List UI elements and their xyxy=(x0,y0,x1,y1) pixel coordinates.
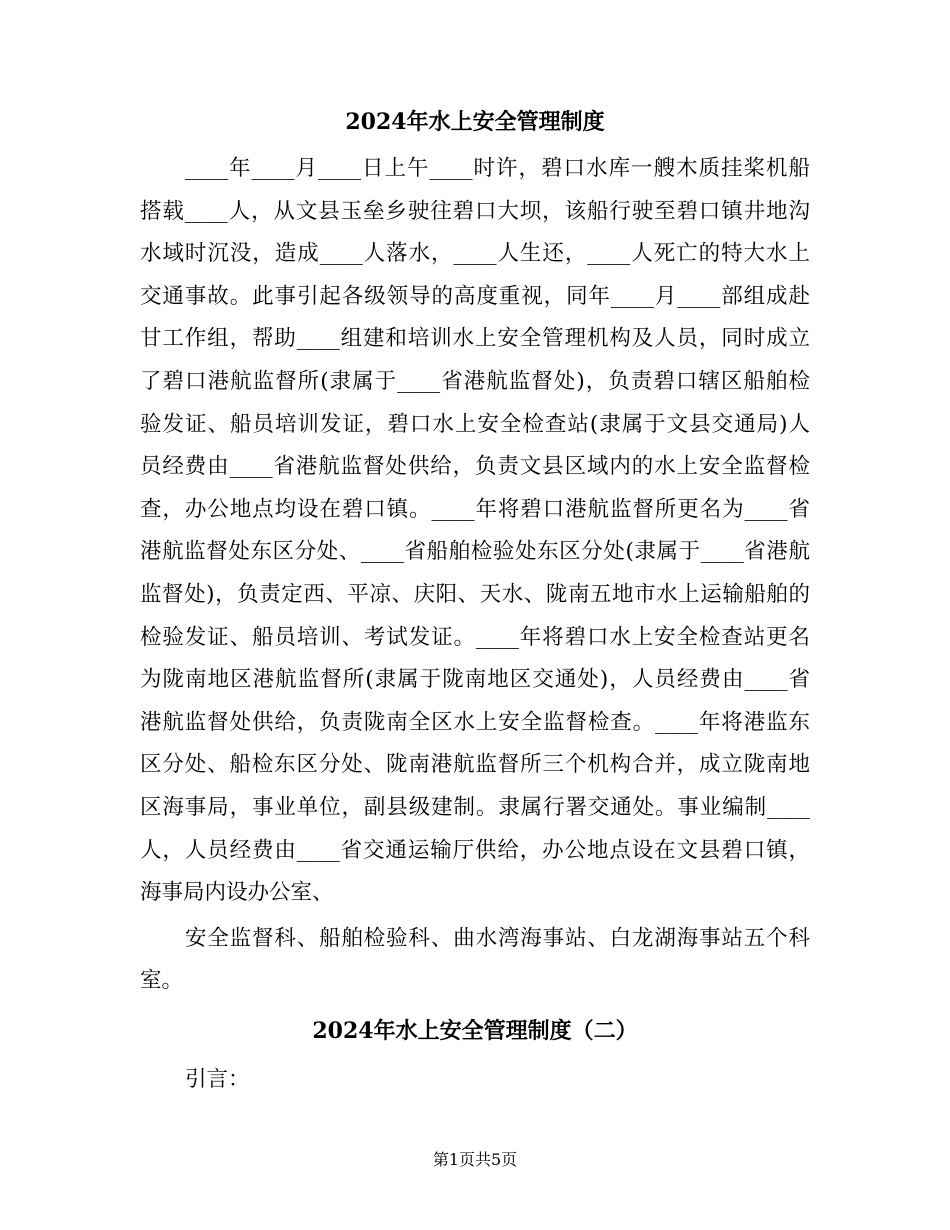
paragraph-line: 港航监督处供给，负责陇南全区水上安全监督检查。____年将港监东 xyxy=(140,709,810,735)
paragraph-line: 搭载____人，从文县玉垒乡驶往碧口大坝，该船行驶至碧口镇井地沟 xyxy=(140,198,810,224)
section-title: 2024年水上安全管理制度（二） xyxy=(312,1017,638,1044)
paragraph-line: 人，人员经费由____省交通运输厅供给，办公地点设在文县碧口镇， xyxy=(140,837,810,863)
paragraph-3 xyxy=(140,1059,810,1102)
paragraph-line: 验发证、船员培训发证，碧口水上安全检查站(隶属于文县交通局)人 xyxy=(140,411,810,437)
paragraph-line: 区海事局，事业单位，副县级建制。隶属行署交通处。事业编制____ xyxy=(140,794,810,820)
paragraph-line: 水域时沉没，造成____人落水，____人生还，____人死亡的特大水上 xyxy=(140,241,810,267)
paragraph-line: 室。 xyxy=(140,968,184,994)
paragraph-line: 检验发证、船员培训、考试发证。____年将碧口水上安全检查站更名 xyxy=(140,624,810,650)
paragraph-line: 引言： xyxy=(185,1066,250,1092)
paragraph-line: 交通事故。此事引起各级领导的高度重视，同年____月____部组成赴 xyxy=(140,283,810,309)
paragraph-line: 查，办公地点均设在碧口镇。____年将碧口港航监督所更名为____省 xyxy=(140,496,810,522)
paragraph-line: ____年____月____日上午____时许，碧口水库一艘木质挂桨机船 xyxy=(185,156,810,181)
document-title: 2024年水上安全管理制度 xyxy=(345,109,605,135)
paragraph-line: 员经费由____省港航监督处供给，负责文县区域内的水上安全监督检 xyxy=(140,454,810,480)
paragraph-line: 海事局内设办公室、 xyxy=(140,880,334,906)
page-number-footer: 第1页共5页 xyxy=(432,1150,518,1169)
paragraph-2 xyxy=(140,918,810,1003)
paragraph-line: 了碧口港航监督所(隶属于____省港航监督处)，负责碧口辖区船舶检 xyxy=(140,368,810,394)
paragraph-line: 港航监督处东区分处、____省船舶检验处东区分处(隶属于____省港航 xyxy=(140,539,810,565)
document-content xyxy=(140,100,810,1101)
paragraph-line: 监督处)，负责定西、平凉、庆阳、天水、陇南五地市水上运输船舶的 xyxy=(140,581,810,607)
paragraph-1 xyxy=(140,148,810,915)
paragraph-line: 区分处、船检东区分处、陇南港航监督所三个机构合并，成立陇南地 xyxy=(140,752,810,778)
paragraph-line: 甘工作组，帮助____组建和培训水上安全管理机构及人员，同时成立 xyxy=(140,326,810,352)
paragraph-line: 为陇南地区港航监督所(隶属于陇南地区交通处)，人员经费由____省 xyxy=(140,667,810,693)
paragraph-line: 安全监督科、船舶检验科、曲水湾海事站、白龙湖海事站五个科 xyxy=(185,925,810,951)
